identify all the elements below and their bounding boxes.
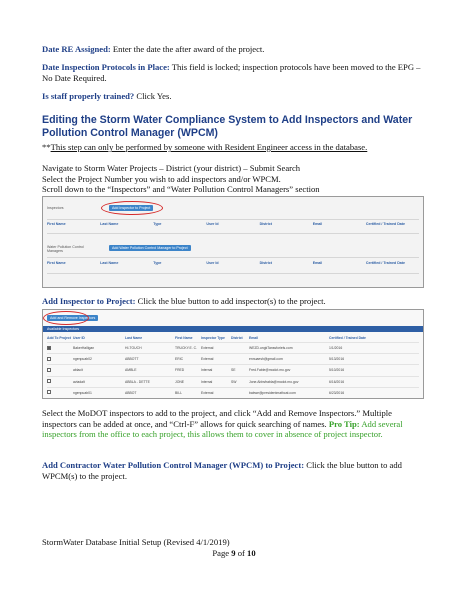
wpcm-table-header xyxy=(47,261,419,265)
cell: Jone.Abbsfrabla@modot.mo.gov xyxy=(249,379,299,384)
text: Click the blue button to add inspector(s) to the project. xyxy=(135,296,326,306)
para-inspection-protocols xyxy=(42,62,426,83)
wpcm-label: Water Pollution Control Managers xyxy=(47,245,84,253)
para-staff-trained xyxy=(42,91,426,102)
cell: WEZD.ungkTanssforiels.com xyxy=(249,346,293,351)
col-header: User Id xyxy=(206,261,219,265)
cell: ABBOTT xyxy=(125,357,139,362)
note-text: This step can only be performed by someone with Resident Engineer access in the database. xyxy=(50,142,368,152)
table-row xyxy=(47,377,419,388)
step: Scroll down to the “Inspectors” and “Water Pollution Control Managers” section xyxy=(42,184,320,195)
steps-list xyxy=(42,163,426,195)
cell: 6/23/2016 xyxy=(329,390,345,395)
col-header: Email xyxy=(249,336,259,340)
col-header: First Name xyxy=(47,222,66,226)
add-checkbox[interactable] xyxy=(47,368,51,372)
col-header: Certified / Trained Date xyxy=(365,261,405,265)
cell: 1/1/2016 xyxy=(329,346,343,351)
highlight-circle xyxy=(43,311,89,325)
cell: Fred.Fable@modot.mo.gov xyxy=(249,368,291,373)
cell: ablacit xyxy=(73,368,83,373)
page-of: of xyxy=(235,548,248,558)
divider xyxy=(47,273,419,274)
text: Click Yes. xyxy=(134,91,172,101)
inspectors-label: Inspectors xyxy=(47,206,64,210)
cell: BakerHalligan xyxy=(73,346,95,351)
cell: 6/16/2016 xyxy=(329,379,345,384)
cell: ABBLA - DETTE xyxy=(125,379,150,384)
add-remove-inspectors-button[interactable]: Add and Remove Inspectors xyxy=(47,315,98,321)
inspectors-section-screenshot xyxy=(42,196,424,288)
cell: ERIC xyxy=(175,357,184,362)
col-header: User ID xyxy=(73,336,85,340)
col-header: Certified / Trained Date xyxy=(365,222,405,226)
step: Navigate to Storm Water Projects – District (your district) – Submit Search xyxy=(42,163,301,173)
label: Add Contractor Water Pollution Control Manager (WPCM) to Project: xyxy=(42,460,305,470)
cell: SW xyxy=(231,379,237,384)
cell: 5/10/2016 xyxy=(329,368,345,373)
cell: External xyxy=(201,346,214,351)
text: This field is locked; inspection protocols have been moved to the EPG – No Date Required. xyxy=(42,62,421,83)
page-current: 9 xyxy=(231,548,236,558)
pro-tip-text: Add several inspectors from the office to each project, this allows them to cover in absence of project inspector. xyxy=(42,418,403,440)
page-number xyxy=(42,548,426,559)
footer-title: StormWater Database Initial Setup (Revised 4/1/2019) xyxy=(42,537,230,547)
col-header: Email xyxy=(312,222,323,226)
cell: Internal xyxy=(201,368,213,373)
label: Date Inspection Protocols in Place: xyxy=(42,62,170,72)
add-checkbox[interactable] xyxy=(47,357,51,361)
divider xyxy=(47,257,419,258)
col-header: Type xyxy=(153,222,162,226)
cell: ennuaesh@gmail.com xyxy=(249,357,283,362)
col-header: Last Name xyxy=(100,222,119,226)
add-wpcm-button[interactable]: Add Water Pollution Control Manager to Project xyxy=(109,245,191,251)
col-header: Certified / Trained Date xyxy=(329,336,366,340)
cell: JONE xyxy=(175,379,185,384)
text: Select the MoDOT inspectors to add to the project, and click “Add and Remove Inspectors.” Multiple inspectors can be added at once, and “Ctrl-F” allows for quick searching of names. xyxy=(42,408,392,429)
inspectors-table-header xyxy=(47,222,419,226)
para-date-re-assigned xyxy=(42,44,426,55)
pro-tip-label: Pro Tip: xyxy=(328,418,360,429)
col-header: First Name xyxy=(175,336,193,340)
page-prefix: Page xyxy=(212,548,232,558)
inspectors-table xyxy=(47,334,419,399)
bar-label: Available Inspectors xyxy=(47,327,80,331)
para-add-inspector xyxy=(42,296,426,307)
table-row xyxy=(47,388,419,399)
col-header: User Id xyxy=(206,222,219,226)
cell: External xyxy=(201,390,214,395)
label: Add Inspector to Project: xyxy=(42,296,136,306)
section-heading: Editing the Storm Water Compliance System to Add Inspectors and Water Pollution Control Manager (WPCM) xyxy=(42,114,413,139)
cell: AMBLE xyxy=(125,368,137,373)
cell: babwe@presidentmathcat.com xyxy=(249,390,296,395)
step: Select the Project Number you wish to add inspectors and/or WPCM. xyxy=(42,173,281,184)
col-header: Email xyxy=(312,261,323,265)
divider xyxy=(47,233,419,234)
col-header: Add To Project xyxy=(47,336,71,340)
cell: ngenpuab01 xyxy=(73,390,92,395)
cell: TRUCKY.E. C. xyxy=(175,346,197,351)
highlight-circle xyxy=(101,201,163,215)
cell: External xyxy=(201,357,214,362)
add-inspector-button[interactable]: Add Inspector to Project xyxy=(109,205,153,211)
para-select-inspectors xyxy=(42,408,426,440)
cell: FRED xyxy=(175,368,185,373)
add-checkbox[interactable] xyxy=(47,390,51,394)
cell: 5/13/2016 xyxy=(329,357,345,362)
col-header: Type xyxy=(153,261,162,265)
cell: ngenpuab02 xyxy=(73,357,92,362)
col-header: District xyxy=(259,261,272,265)
table-row xyxy=(47,343,419,354)
cell: HI-TOUCH xyxy=(125,346,142,351)
table-row xyxy=(47,354,419,365)
available-inspectors-bar xyxy=(43,326,423,332)
add-checkbox[interactable] xyxy=(47,379,51,383)
cell: aviadalt xyxy=(73,379,85,384)
col-header: Last Name xyxy=(100,261,119,265)
cell: Internal xyxy=(201,379,213,384)
table-row xyxy=(47,365,419,376)
cell: SE xyxy=(231,368,236,373)
col-header: Inspector Type xyxy=(201,336,225,340)
label: Date RE Assigned: xyxy=(42,44,111,54)
label: Is staff properly trained? xyxy=(42,91,135,101)
text: Enter the date the after award of the project. xyxy=(110,44,265,54)
col-header: District xyxy=(259,222,272,226)
available-inspectors-screenshot xyxy=(42,309,424,399)
col-header: First Name xyxy=(47,261,66,265)
add-checkbox[interactable] xyxy=(47,346,51,350)
col-header: Last Name xyxy=(125,336,143,340)
cell: ABBOT xyxy=(125,390,137,395)
access-note xyxy=(42,142,426,153)
text: Click the blue button to add WPCM(s) to the project. xyxy=(42,460,402,481)
page-total: 10 xyxy=(247,548,256,558)
cell: BILL xyxy=(175,390,182,395)
divider xyxy=(47,219,419,220)
note-prefix: ** xyxy=(42,142,51,152)
col-header: District xyxy=(231,336,243,340)
table-header xyxy=(47,334,419,343)
para-add-wpcm xyxy=(42,460,426,481)
